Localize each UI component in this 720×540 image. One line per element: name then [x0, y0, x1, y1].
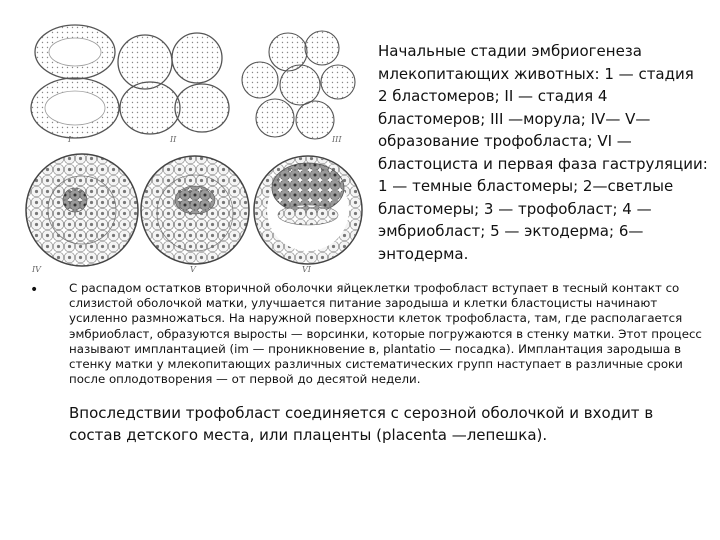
stage-label-5: V [190, 265, 196, 274]
stage-label-3: III [332, 135, 342, 144]
stage-label-1: I [68, 135, 72, 144]
body-paragraph-placenta: Впоследствии трофобласт соединяется с серозной оболочкой и входит в состав детского места, или плаценты (placenta —лепешка). [69, 404, 654, 444]
stage-5-drawing [141, 156, 249, 264]
stage-label-4: IV [32, 265, 41, 274]
stage-2-drawing [118, 33, 229, 134]
body-paragraph-implantation: С распадом остатков вторичной оболочки яйцеклетки трофобласт вступает в тесный контакт со слизистой оболочкой матки, улучшается питание зародыша и клетки бластоцисты начинают усиленно размножаться. На наружной поверхности клеток трофобласта, там, где располагается эмбриобласт, образуются выросты — ворсинки, которые погружаются в стенку матки. Этот процесс называют имплантацией (im — проникновение в, plantatio — посадка). Имплантация зародыша в стенку матки у млекопитающих различных систематических групп наступает в различные сроки после оплодотворения — от первой до десятой недели. [69, 281, 702, 387]
stage-1-drawing [31, 25, 119, 138]
stage-label-6: VI [302, 265, 311, 274]
embryo-stages-figure [20, 10, 365, 280]
stage-6-drawing [254, 156, 362, 264]
figure-caption: Начальные стадии эмбриогенеза млекопитающих животных: 1 — стадия 2 бластомеров; II — стадия 4 бластомеров; III —морула; IV— V— образование трофобласта; VI — бластоциста и первая фаза гаструляции: 1 — темные бластомеры; 2—светлые бластомеры; 3 — трофобласт; 4 — эмбриобласт; 5 — эктодерма; 6— энтодерма. [378, 42, 708, 263]
list-bullet: • [30, 282, 39, 298]
stage-4-drawing [26, 154, 138, 266]
embryo-stages-drawing [20, 10, 365, 280]
stage-3-drawing [242, 31, 355, 139]
stage-label-2: II [170, 135, 177, 144]
